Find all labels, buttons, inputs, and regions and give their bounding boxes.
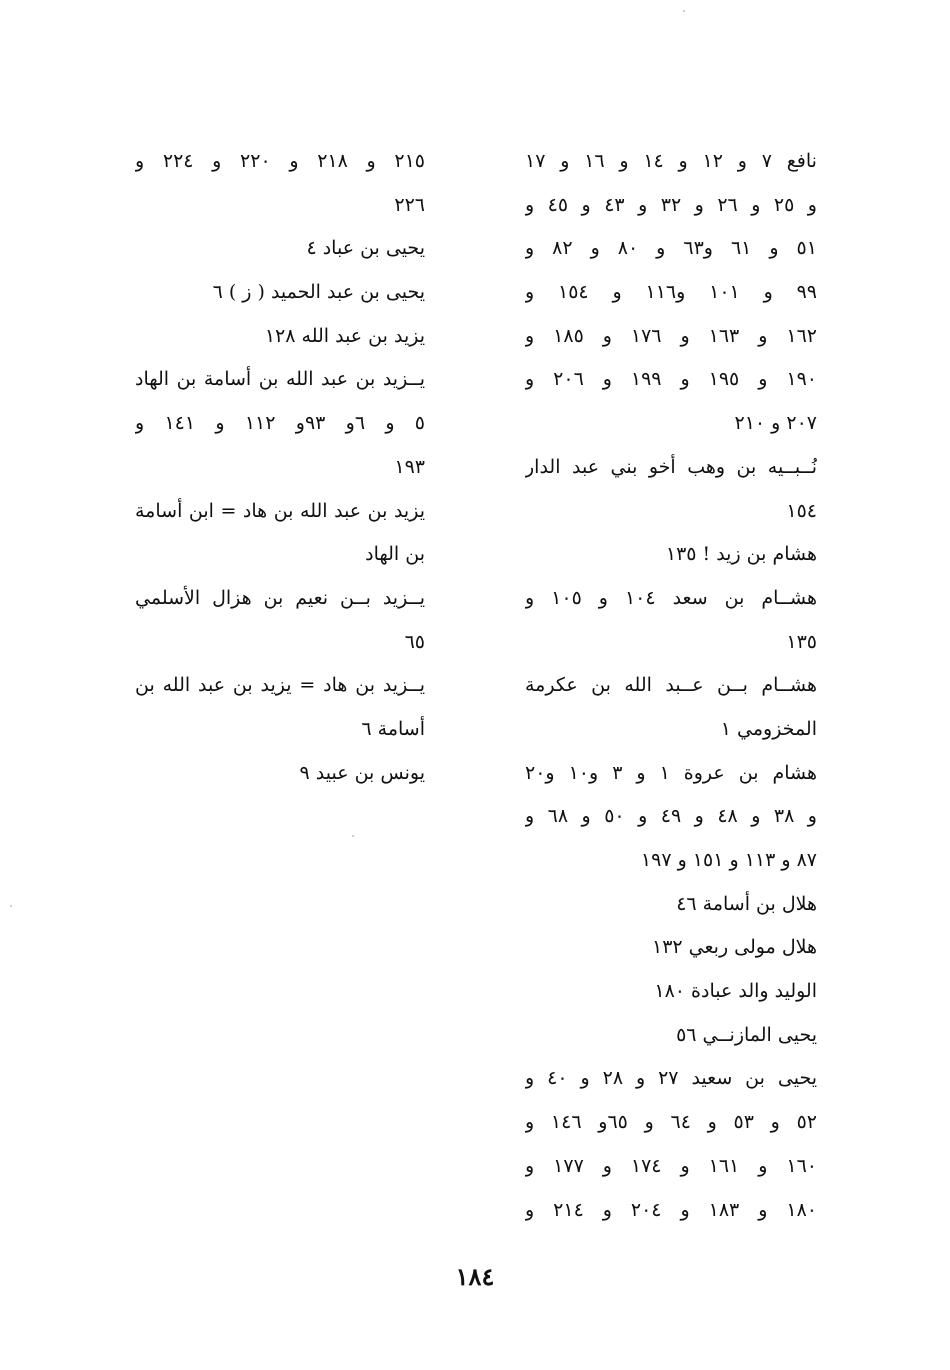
index-entry-line: يــزيد بــن نعيم بن هزال الأسلمي (135, 586, 425, 609)
index-entry-line: و ٣٨ و ٤٨ و ٤٩ و ٥٠ و ٦٨ و (525, 805, 817, 828)
index-entry-line: و ٢٥ و ٢٦ و ٣٢ و ٤٣ و ٤٥ و (525, 193, 817, 216)
index-entry-line: ١٩٠ و ١٩٥ و ١٩٩ و ٢٠٦ و (525, 368, 817, 391)
index-entry-line: يحيى بن عباد ٤ (306, 237, 425, 260)
index-entry-line: يونس بن عبيد ٩ (299, 761, 425, 784)
index-entry-line: يحيى المازنــي ٥٦ (676, 1023, 817, 1046)
index-entry-line: بن الهاد (365, 543, 425, 566)
index-entry-line: يحيى بن سعيد ٢٧ و ٢٨ و ٤٠ و (525, 1067, 817, 1090)
index-entry-line: يزيد بن عبد الله ١٢٨ (264, 324, 425, 347)
index-entry-line: ٥١ و ٦١ و٦٣ و ٨٠ و ٨٢ و (525, 237, 817, 260)
index-entry-line: أسامة ٦ (361, 717, 425, 740)
index-entry-line: ٦٥ (404, 630, 425, 653)
page-number: ١٨٤ (455, 1262, 495, 1291)
index-entry-line: ١٥٤ (786, 499, 817, 522)
index-entry-line: ١٨٠ و ١٨٣ و ٢٠٤ و ٢١٤ و (525, 1198, 817, 1221)
index-entry-line: نافع ٧ و ١٢ و ١٤ و ١٦ و ١٧ (525, 150, 817, 172)
index-entry-line: ٢١٥ و ٢١٨ و ٢٢٠ و ٢٢٤ و (135, 150, 425, 172)
index-entry-line: ٢٠٧ و ٢١٠ (734, 412, 817, 435)
index-column-left (135, 140, 425, 795)
index-entry-line: هلال بن أسامة ٤٦ (676, 892, 817, 915)
index-entry-line: يــزيد بن هاد = يزيد بن عبد الله بن (135, 674, 425, 697)
index-entry-line: ٩٩ و ١٠١ و١١٦ و ١٥٤ و (525, 281, 817, 304)
index-entry-line: الوليد والد عبادة ١٨٠ (654, 980, 817, 1003)
index-entry-line: هلال مولى ربعي ١٣٢ (652, 936, 817, 959)
index-entry-line: هشام بن زيد ! ١٣٥ (665, 543, 817, 566)
index-entry-line: هشام بن عروة ١ و ٣ و١٠ و٢٠ (525, 761, 817, 784)
index-entry-line: هشــام بــن عــبد الله بن عكرمة (525, 674, 817, 697)
index-column-right (525, 140, 817, 1232)
index-entry-line: يحيى بن عبد الحميد ( ز ) ٦ (212, 281, 425, 304)
index-entry-line: ١٦٢ و ١٦٣ و ١٧٦ و ١٨٥ و (525, 324, 817, 347)
index-entry-line: يزيد بن عبد الله بن هاد = ابن أسامة (135, 499, 425, 522)
index-entry-line: ٥ و ٦و ٩٣و ١١٢ و ١٤١ و (135, 412, 425, 435)
index-entry-line: ٨٧ و ١١٣ و ١٥١ و ١٩٧ (640, 849, 817, 871)
index-entry-line: ٥٢ و ٥٣ و ٦٤ و ٦٥و ١٤٦ و (525, 1111, 817, 1134)
scan-speck (683, 10, 685, 12)
index-entry-line: يــزيد بن عبد الله بن أسامة بن الهاد (135, 368, 425, 391)
index-entry-line: المخزومي ١ (720, 717, 817, 740)
index-entry-line: ١٦٠ و ١٦١ و ١٧٤ و ١٧٧ و (525, 1154, 817, 1177)
index-entry-line: نُــبــيه بن وهب أخو بني عبد الدار (525, 455, 817, 478)
scan-speck (10, 905, 12, 907)
index-entry-line: هشــام بن سعد ١٠٤ و ١٠٥ و (525, 586, 817, 609)
index-entry-line: ٢٢٦ (394, 193, 425, 216)
scan-speck (352, 835, 354, 837)
index-entry-line: ١٣٥ (786, 630, 817, 653)
index-entry-line: ١٩٣ (394, 455, 425, 478)
